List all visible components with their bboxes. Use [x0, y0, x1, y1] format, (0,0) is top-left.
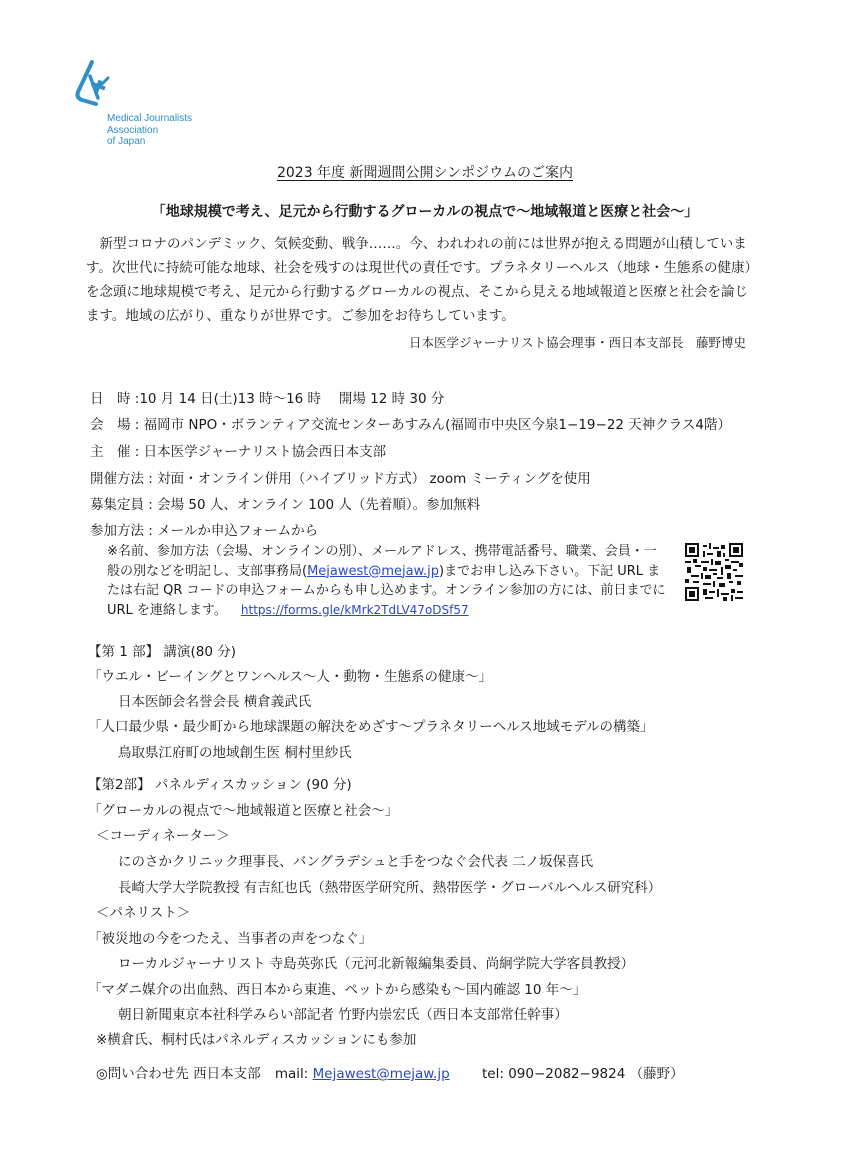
panel1-title: 「被災地の今をつたえ、当事者の声をつなぐ」 [88, 931, 373, 947]
contact-email-link[interactable]: Mejawest@mejaw.jp [312, 1066, 450, 1082]
symposium-subtitle: 「地球規模で考え、足元から行動するグローカルの視点で～地域報道と医療と社会～」 [151, 204, 699, 220]
talk2-title: 「人口最少県・最少町から地球課題の解決をめざす～プラネタリーヘルス地域モデルの構築」 [88, 719, 654, 735]
part1-header: 【第 1 部】 講演(80 分) [88, 644, 236, 660]
detail-organizer: 主 催 : 日本医学ジャーナリスト協会西日本支部 [90, 444, 387, 460]
detail-format: 開催方法 : 対面・オンライン併用（ハイブリッド方式） zoom ミーティングを使用 [90, 471, 591, 487]
intro-paragraph: 新型コロナのパンデミック、気候変動、戦争……。今、われわれの前には世界が抱える問題が山積しています。次世代に持続可能な地球、社会を残すのは現世代の責任です。プラネタリーヘルス（地球・生態系の健康）を念頭に地球規模で考え、足元から行動するグローカルの視点、そこから見える地域報道と医療と社会を論じます。地域の広がり、重なりが世界です。ご参加をお待ちしています。 [86, 236, 759, 324]
qr-code-icon[interactable] [685, 543, 743, 601]
coordinator-label: ＜コーディネーター＞ [96, 828, 230, 844]
tel-label: tel: [482, 1066, 504, 1082]
mja-logo-icon [74, 60, 114, 120]
panel2-title: 「マダニ媒介の出血熱、西日本から東進、ペットから感染も～国内確認 10 年～」 [88, 982, 587, 998]
coordinator-1: にのさかクリニック理事長、バングラデシュと手をつなぐ会代表 二ノ坂保喜氏 [118, 854, 594, 870]
application-email-link[interactable]: Mejawest@mejaw.jp [307, 563, 440, 579]
logo-line: Medical Journalists [107, 113, 193, 124]
detail-capacity: 募集定員 : 会場 50 人、オンライン 100 人（先着順）。参加無料 [90, 497, 481, 513]
logo-line: of Japan [107, 136, 146, 147]
logo-text [107, 113, 192, 148]
participation-note: ※横倉氏、桐村氏はパネルディスカッションにも参加 [96, 1032, 417, 1048]
talk2-speaker: 鳥取県江府町の地域創生医 桐村里紗氏 [118, 745, 352, 761]
talk1-speaker: 日本医師会名誉会長 横倉義武氏 [118, 694, 312, 710]
contact-phone[interactable]: 090−2082−9824 [508, 1066, 626, 1082]
panel1-speaker: ローカルジャーナリスト 寺島英弥氏（元河北新報編集委員、尚絅学院大学客員教授） [118, 956, 635, 972]
application-form-link[interactable]: https://forms.gle/kMrk2TdLV47oDSf57 [240, 602, 469, 617]
detail-application: 参加方法 : メールか申込フォームから [90, 523, 319, 539]
panel2-speaker: 朝日新聞東京本社科学みらい部記者 竹野内崇宏氏（西日本支部常任幹事） [118, 1007, 568, 1023]
mail-label: mail: [274, 1066, 309, 1082]
contact-label: ◎問い合わせ先 西日本支部 [96, 1066, 261, 1082]
contact-name: （藤野） [629, 1066, 684, 1082]
logo-line: Association [107, 124, 159, 136]
panel-theme: 「グローカルの視点で～地域報道と医療と社会～」 [88, 803, 399, 819]
talk1-title: 「ウエル・ビーイングとワンヘルス～人・動物・生態系の健康～」 [88, 669, 493, 685]
coordinator-2: 長崎大学大学院教授 有吉紅也氏（熱帯医学研究所、熱帯医学・グローバルヘルス研究科） [118, 880, 662, 896]
contact-line [96, 1062, 684, 1082]
detail-venue: 会 場 : 福岡市 NPO・ボランティア交流センターあすみん(福岡市中央区今泉1−19−22 天神クラス4階） [90, 417, 731, 433]
intro-section [86, 232, 758, 328]
document-title [0, 162, 850, 182]
application-note-text: ※名前、参加方法（会場、オンラインの別）、メールアドレス、携帯電話番号、職業、会員・一般の別などを明記し、支部事務局( [107, 544, 657, 579]
application-note [107, 542, 667, 620]
document-title-text: 2023 年度 新聞週間公開シンポジウムのご案内 [276, 165, 574, 181]
panelist-label: ＜パネリスト＞ [96, 905, 191, 921]
detail-datetime: 日 時 :10 月 14 日(土)13 時～16 時 開場 12 時 30 分 [90, 391, 445, 407]
application-note-text-2: )までお申し込み下さい。下記 URL または右記 QR コードの申込フォームからも申し込めます。オンライン参加の方には、前日までに URL を連絡します。 [107, 563, 666, 618]
signature: 日本医学ジャーナリスト協会理事・西日本支部長 藤野博史 [408, 335, 746, 350]
part2-header: 【第2部】 パネルディスカッション (90 分) [88, 777, 352, 793]
